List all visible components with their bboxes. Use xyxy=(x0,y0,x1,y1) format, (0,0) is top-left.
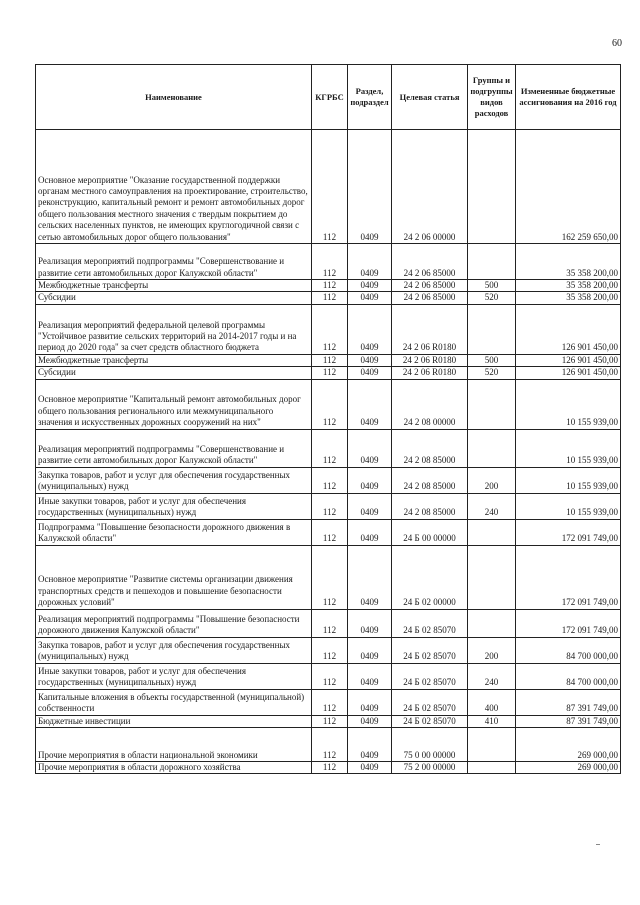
row-section: 0409 xyxy=(348,762,392,774)
table-row xyxy=(36,379,621,429)
row-section: 0409 xyxy=(348,292,392,304)
row-kgrbs: 112 xyxy=(312,244,348,280)
row-section: 0409 xyxy=(348,130,392,244)
row-name: Межбюджетные трансферты xyxy=(36,280,312,292)
row-section: 0409 xyxy=(348,304,392,354)
row-section: 0409 xyxy=(348,429,392,467)
table-row xyxy=(36,609,621,637)
header-section: Раздел, подраздел xyxy=(348,65,392,130)
row-name: Капитальные вложения в объекты государственной (муниципальной) собственности xyxy=(36,689,312,715)
row-group: 200 xyxy=(468,467,516,493)
table-row xyxy=(36,637,621,663)
row-target: 24 2 06 00000 xyxy=(392,130,468,244)
row-amount: 269 000,00 xyxy=(516,762,621,774)
row-group xyxy=(468,130,516,244)
row-amount: 162 259 650,00 xyxy=(516,130,621,244)
row-name: Закупка товаров, работ и услуг для обеспечения государственных (муниципальных) нужд xyxy=(36,637,312,663)
row-kgrbs: 112 xyxy=(312,493,348,519)
header-target: Целевая статья xyxy=(392,65,468,130)
row-name: Основное мероприятие "Оказание государственной поддержки органам местного самоуправления на проектирование, строительство, реконструкцию, капитальный ремонт и ремонт автомобильных дорог общего пользования местного значения с твердым покрытием до сельских населенных пунктов, не имеющих круглогодичной связи с сетью автомобильных дорог общего пользования" xyxy=(36,130,312,244)
row-amount: 172 091 749,00 xyxy=(516,519,621,545)
row-target: 75 2 00 00000 xyxy=(392,762,468,774)
header-groups: Группы и подгруппы видов расходов xyxy=(468,65,516,130)
row-name: Реализация мероприятий подпрограммы "Совершенствование и развитие сети автомобильных дорог Калужской области" xyxy=(36,244,312,280)
header-kgrbs: КГРБС xyxy=(312,65,348,130)
table-row xyxy=(36,467,621,493)
row-amount: 35 358 200,00 xyxy=(516,244,621,280)
row-group xyxy=(468,728,516,762)
row-amount: 172 091 749,00 xyxy=(516,545,621,609)
row-section: 0409 xyxy=(348,637,392,663)
table-header-row xyxy=(36,65,621,130)
row-group xyxy=(468,429,516,467)
row-group: 410 xyxy=(468,715,516,727)
table-row xyxy=(36,762,621,774)
row-name: Прочие мероприятия в области национальной экономики xyxy=(36,728,312,762)
row-kgrbs: 112 xyxy=(312,280,348,292)
row-target: 24 2 08 85000 xyxy=(392,467,468,493)
table-row xyxy=(36,728,621,762)
row-amount: 87 391 749,00 xyxy=(516,715,621,727)
row-amount: 35 358 200,00 xyxy=(516,292,621,304)
header-amount: Измененные бюджетные ассигнования на 2016 год xyxy=(516,65,621,130)
row-target: 24 Б 02 85070 xyxy=(392,637,468,663)
row-section: 0409 xyxy=(348,715,392,727)
row-target: 24 Б 02 85070 xyxy=(392,609,468,637)
row-name: Реализация мероприятий федеральной целевой программы "Устойчивое развитие сельских территорий на 2014-2017 годы и на период до 2020 года" за счет средств областного бюджета xyxy=(36,304,312,354)
row-kgrbs: 112 xyxy=(312,354,348,366)
row-amount: 10 155 939,00 xyxy=(516,493,621,519)
table-row xyxy=(36,545,621,609)
row-group xyxy=(468,304,516,354)
row-name: Реализация мероприятий подпрограммы "Совершенствование и развитие сети автомобильных дорог Калужской области" xyxy=(36,429,312,467)
row-section: 0409 xyxy=(348,689,392,715)
row-name: Межбюджетные трансферты xyxy=(36,354,312,366)
table-row xyxy=(36,367,621,379)
row-section: 0409 xyxy=(348,519,392,545)
row-section: 0409 xyxy=(348,663,392,689)
row-section: 0409 xyxy=(348,493,392,519)
table-row xyxy=(36,519,621,545)
row-target: 24 2 06 R0180 xyxy=(392,304,468,354)
row-name: Иные закупки товаров, работ и услуг для обеспечения государственных (муниципальных) нужд xyxy=(36,493,312,519)
row-target: 24 2 06 85000 xyxy=(392,280,468,292)
row-kgrbs: 112 xyxy=(312,304,348,354)
row-amount: 84 700 000,00 xyxy=(516,663,621,689)
row-target: 24 2 06 R0180 xyxy=(392,354,468,366)
row-kgrbs: 112 xyxy=(312,715,348,727)
row-name: Реализация мероприятий подпрограммы "Повышение безопасности дорожного движения Калужской области" xyxy=(36,609,312,637)
row-name: Закупка товаров, работ и услуг для обеспечения государственных (муниципальных) нужд xyxy=(36,467,312,493)
row-target: 24 Б 02 85070 xyxy=(392,715,468,727)
row-group xyxy=(468,519,516,545)
row-section: 0409 xyxy=(348,467,392,493)
row-name: Субсидии xyxy=(36,367,312,379)
row-amount: 269 000,00 xyxy=(516,728,621,762)
row-group: 200 xyxy=(468,637,516,663)
row-group: 500 xyxy=(468,354,516,366)
row-kgrbs: 112 xyxy=(312,467,348,493)
row-section: 0409 xyxy=(348,728,392,762)
budget-table xyxy=(35,64,621,774)
row-section: 0409 xyxy=(348,609,392,637)
row-name: Иные закупки товаров, работ и услуг для обеспечения государственных (муниципальных) нужд xyxy=(36,663,312,689)
table-row xyxy=(36,292,621,304)
row-group xyxy=(468,379,516,429)
row-name: Основное мероприятие "Капитальный ремонт автомобильных дорог общего пользования регионального или межмуниципального значения и искусственных дорожных сооружений на них" xyxy=(36,379,312,429)
row-amount: 35 358 200,00 xyxy=(516,280,621,292)
row-target: 24 2 06 R0180 xyxy=(392,367,468,379)
table-row xyxy=(36,304,621,354)
row-target: 24 2 08 85000 xyxy=(392,429,468,467)
row-group xyxy=(468,244,516,280)
row-group: 520 xyxy=(468,367,516,379)
row-kgrbs: 112 xyxy=(312,663,348,689)
table-row xyxy=(36,663,621,689)
row-target: 24 2 06 85000 xyxy=(392,244,468,280)
row-target: 24 2 08 00000 xyxy=(392,379,468,429)
row-kgrbs: 112 xyxy=(312,637,348,663)
row-name: Прочие мероприятия в области дорожного хозяйства xyxy=(36,762,312,774)
row-kgrbs: 112 xyxy=(312,379,348,429)
table-row xyxy=(36,280,621,292)
row-target: 24 2 08 85000 xyxy=(392,493,468,519)
row-kgrbs: 112 xyxy=(312,519,348,545)
row-amount: 126 901 450,00 xyxy=(516,354,621,366)
row-group: 520 xyxy=(468,292,516,304)
scan-mark xyxy=(596,844,600,845)
table-row xyxy=(36,354,621,366)
row-target: 24 Б 02 00000 xyxy=(392,545,468,609)
table-row xyxy=(36,689,621,715)
row-amount: 172 091 749,00 xyxy=(516,609,621,637)
row-amount: 84 700 000,00 xyxy=(516,637,621,663)
row-group xyxy=(468,545,516,609)
row-section: 0409 xyxy=(348,244,392,280)
table-row xyxy=(36,493,621,519)
row-amount: 87 391 749,00 xyxy=(516,689,621,715)
row-section: 0409 xyxy=(348,379,392,429)
header-name: Наименование xyxy=(36,65,312,130)
row-target: 24 Б 02 85070 xyxy=(392,663,468,689)
row-amount: 126 901 450,00 xyxy=(516,367,621,379)
row-kgrbs: 112 xyxy=(312,292,348,304)
row-target: 24 2 06 85000 xyxy=(392,292,468,304)
row-kgrbs: 112 xyxy=(312,762,348,774)
row-section: 0409 xyxy=(348,280,392,292)
table-row xyxy=(36,244,621,280)
row-name: Основное мероприятие "Развитие системы организации движения транспортных средств и пешеходов и повышение безопасности дорожных условий" xyxy=(36,545,312,609)
row-group xyxy=(468,762,516,774)
row-section: 0409 xyxy=(348,367,392,379)
row-target: 24 Б 02 85070 xyxy=(392,689,468,715)
row-group: 400 xyxy=(468,689,516,715)
page-number: 60 xyxy=(612,38,622,49)
row-target: 75 0 00 00000 xyxy=(392,728,468,762)
row-amount: 10 155 939,00 xyxy=(516,429,621,467)
table-body xyxy=(36,130,621,774)
row-kgrbs: 112 xyxy=(312,130,348,244)
row-kgrbs: 112 xyxy=(312,689,348,715)
row-kgrbs: 112 xyxy=(312,545,348,609)
row-group: 500 xyxy=(468,280,516,292)
row-name: Бюджетные инвестиции xyxy=(36,715,312,727)
row-kgrbs: 112 xyxy=(312,429,348,467)
row-amount: 126 901 450,00 xyxy=(516,304,621,354)
row-group xyxy=(468,609,516,637)
row-kgrbs: 112 xyxy=(312,367,348,379)
table-row xyxy=(36,715,621,727)
row-section: 0409 xyxy=(348,354,392,366)
row-name: Подпрограмма "Повышение безопасности дорожного движения в Калужской области" xyxy=(36,519,312,545)
row-kgrbs: 112 xyxy=(312,609,348,637)
row-section: 0409 xyxy=(348,545,392,609)
row-amount: 10 155 939,00 xyxy=(516,379,621,429)
row-name: Субсидии xyxy=(36,292,312,304)
row-target: 24 Б 00 00000 xyxy=(392,519,468,545)
table-row xyxy=(36,429,621,467)
row-group: 240 xyxy=(468,663,516,689)
row-amount: 10 155 939,00 xyxy=(516,467,621,493)
row-kgrbs: 112 xyxy=(312,728,348,762)
table-row xyxy=(36,130,621,244)
row-group: 240 xyxy=(468,493,516,519)
